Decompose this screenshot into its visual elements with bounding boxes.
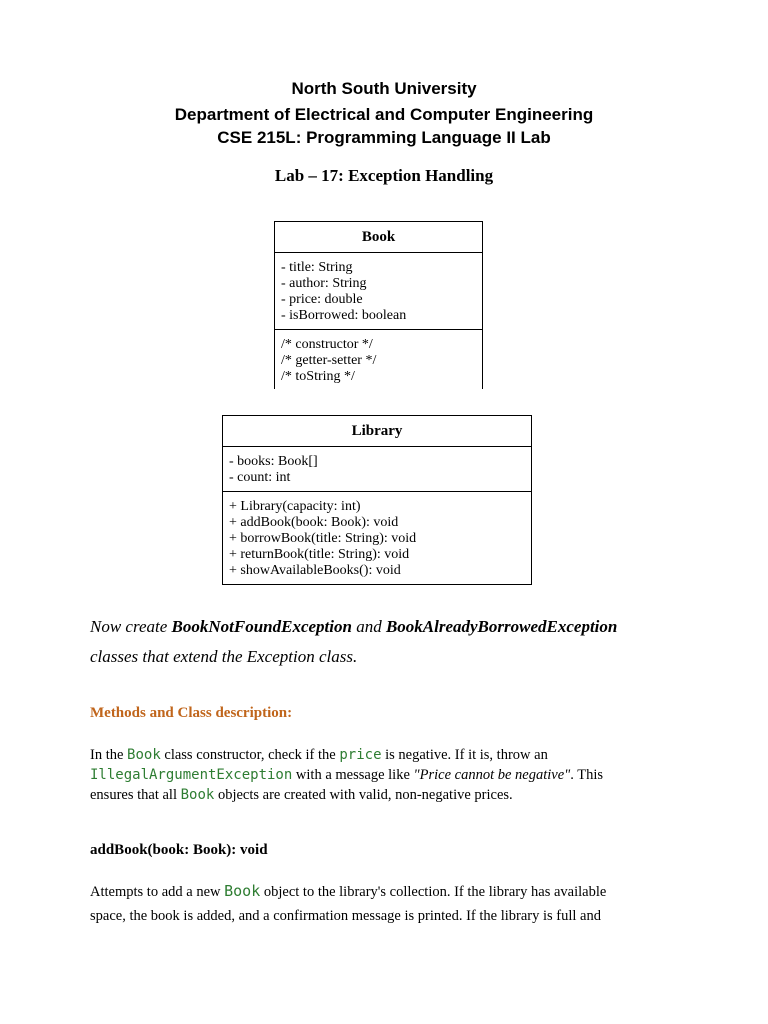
library-class-diagram — [222, 415, 532, 585]
code-term: price — [339, 747, 382, 763]
exception-name: BookNotFoundException — [171, 617, 352, 636]
quoted-message: "Price cannot be negative" — [413, 767, 571, 783]
exception-name: BookAlreadyBorrowedException — [385, 617, 618, 636]
university-title: North South University — [291, 79, 477, 98]
uml-method: + returnBook(title: String): void — [229, 547, 410, 562]
code-term: Book — [127, 747, 161, 763]
lab-title: Lab – 17: Exception Handling — [274, 166, 494, 185]
uml-field: - books: Book[] — [229, 454, 318, 469]
text: class constructor, check if the — [160, 747, 340, 763]
text: object to the library's collection. If the library has available — [260, 884, 607, 900]
intro-paragraph — [90, 612, 690, 672]
department-title: Department of Electrical and Computer Engineering — [174, 105, 594, 124]
library-class-name: Library — [223, 416, 531, 447]
text: In the — [90, 747, 128, 763]
text: space, the book is added, and a confirmation message is printed. If the library is full and — [90, 908, 601, 924]
course-title: CSE 215L: Programming Language II Lab — [217, 128, 551, 147]
text: ensures that all — [90, 787, 181, 803]
text: . This — [570, 767, 604, 783]
uml-field: - author: String — [281, 276, 367, 291]
code-term: Book — [224, 882, 261, 900]
uml-field: - count: int — [229, 470, 291, 485]
book-methods — [275, 329, 482, 389]
addbook-heading: addBook(book: Book): void — [90, 842, 268, 858]
book-class-name: Book — [275, 222, 482, 253]
uml-method: + showAvailableBooks(): void — [229, 563, 401, 578]
uml-field: - title: String — [281, 260, 353, 275]
library-fields — [223, 447, 531, 491]
intro-text: classes that extend the Exception class. — [90, 647, 358, 666]
text: with a message like — [292, 767, 414, 783]
uml-method: /* toString */ — [281, 369, 355, 384]
uml-method: + borrowBook(title: String): void — [229, 531, 417, 546]
addbook-description — [90, 879, 680, 928]
library-methods — [223, 491, 531, 584]
code-term: Book — [180, 787, 215, 803]
text: Attempts to add a new — [90, 884, 225, 900]
uml-field: - price: double — [281, 292, 363, 307]
uml-method: /* constructor */ — [281, 337, 373, 352]
uml-method: + Library(capacity: int) — [229, 499, 361, 514]
constructor-description — [90, 745, 680, 805]
book-fields — [275, 253, 482, 329]
book-class-diagram — [274, 221, 483, 389]
text: is negative. If it is, throw an — [381, 747, 548, 763]
uml-method: + addBook(book: Book): void — [229, 515, 399, 530]
text: objects are created with valid, non-negative prices. — [214, 787, 513, 803]
uml-method: /* getter-setter */ — [281, 353, 377, 368]
intro-text: and — [351, 617, 386, 636]
code-term: IllegalArgumentException — [90, 767, 293, 783]
section-heading: Methods and Class description: — [90, 705, 293, 721]
uml-field: - isBorrowed: boolean — [281, 308, 407, 323]
intro-text: Now create — [90, 617, 172, 636]
